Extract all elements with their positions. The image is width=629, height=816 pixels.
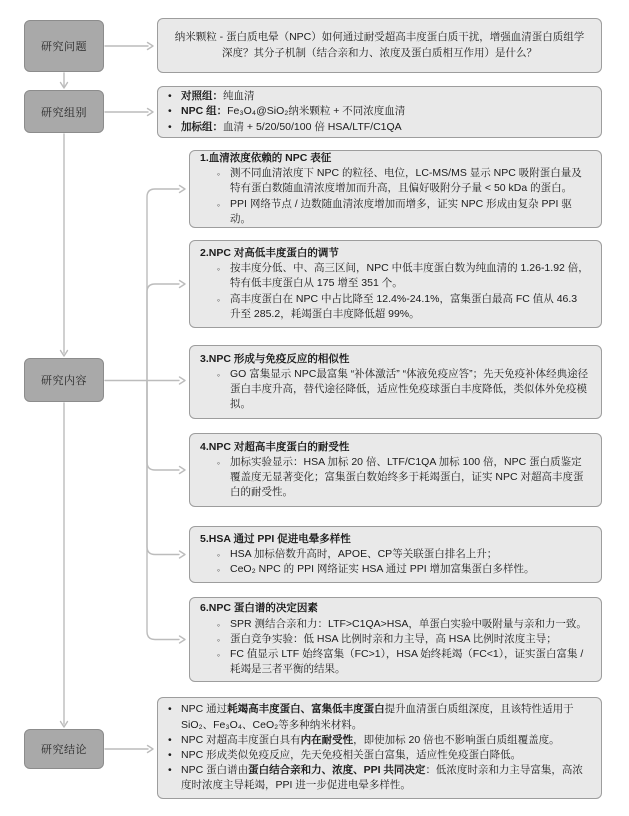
- node-research-groups: [24, 90, 104, 133]
- bullet-text: 蛋白竞争实验：低 HSA 比例时亲和力主导，高 HSA 比例时浓度主导；: [230, 632, 557, 645]
- bullet-item: [217, 261, 589, 291]
- bullet-text: PPI 网络节点 / 边数随血清浓度增加而增多，证实 NPC 形成由复杂 PPI 驱动。: [230, 197, 572, 225]
- box-content-2: [189, 240, 602, 328]
- bullet-text: GO 富集显示 NPC最富集 “补体激活” “体液免疫应答”；先天免疫补体经典途径蛋白丰度升高，替代途径降低，适应性免疫球蛋白丰度降低，类似体外免疫模拟。: [230, 367, 589, 411]
- branch-content-2: [147, 284, 179, 381]
- node-label: 研究问题: [41, 41, 87, 53]
- disc-bullet-icon: •: [168, 703, 172, 716]
- circle-bullet-icon: ◦: [217, 565, 221, 576]
- bullet-item: [217, 455, 589, 501]
- node-label: 研究内容: [41, 375, 87, 387]
- box-research-conclusion: [157, 697, 602, 799]
- circle-bullet-icon: ◦: [217, 619, 221, 630]
- branch-content-4: [147, 381, 179, 471]
- circle-bullet-icon: ◦: [217, 634, 221, 645]
- box-content-6: [189, 597, 602, 682]
- bullet-item: [168, 733, 589, 748]
- disc-bullet-icon: •: [168, 764, 172, 777]
- bullet-text: 纳米颗粒 - 蛋白质电晕（NPC）如何通过耐受超高丰度蛋白质干扰，增强血清蛋白质组学深度？其分子机制（结合亲和力、浓度及蛋白质相互作用）是什么？: [174, 31, 585, 59]
- box-research-question: [157, 18, 602, 73]
- circle-bullet-icon: ◦: [217, 294, 221, 305]
- bullet-item: [217, 547, 589, 562]
- bullet-item: [168, 748, 589, 763]
- node-research-conclusion: [24, 729, 104, 769]
- branch-content-6: [147, 381, 179, 640]
- node-research-question: [24, 20, 104, 72]
- circle-bullet-icon: ◦: [217, 264, 221, 275]
- bullet-text: NPC 对超高丰度蛋白具有内在耐受性，即使加标 20 倍也不影响蛋白质组覆盖度。: [181, 733, 560, 746]
- bullet-text: 加标组：血清 + 5/20/50/100 倍 HSA/LTF/C1QA: [181, 120, 402, 133]
- branch-content-5: [147, 381, 179, 555]
- bullet-text: NPC 形成类似免疫反应，先天免疫相关蛋白富集，适应性免疫蛋白降低。: [181, 749, 522, 761]
- bullet-text: NPC 通过耗竭高丰度蛋白、富集低丰度蛋白提升血清蛋白质组深度，且该特性适用于 SiO₂、Fe₃O₄、CeO₂等多种纳米材料。: [181, 703, 574, 731]
- box-research-groups: [157, 86, 602, 138]
- bullet-item: [168, 120, 589, 135]
- box-title: 2.NPC 对高低丰度蛋白的调节: [200, 246, 339, 259]
- bullet-text: CeO₂ NPC 的 PPI 网络证实 HSA 通过 PPI 增加富集蛋白多样性。: [230, 563, 535, 576]
- circle-bullet-icon: ◦: [217, 650, 221, 661]
- bullet-item: [174, 30, 585, 60]
- bullet-text: NPC 蛋白谱由蛋白结合亲和力、浓度、PPI 共同决定：低浓度时亲和力主导富集，高浓度时浓度主导耗竭，PPI 进一步促进电晕多样性。: [181, 764, 583, 792]
- box-title: 6.NPC 蛋白谱的决定因素: [200, 602, 318, 615]
- bullet-item: [217, 166, 589, 196]
- bullet-item: [168, 104, 589, 119]
- box-title: 1.血清浓度依赖的 NPC 表征: [200, 151, 332, 164]
- bullet-item: [217, 367, 589, 413]
- branch-content-1: [147, 189, 179, 381]
- box-content-4: [189, 433, 602, 507]
- bullet-text: NPC 组：Fe₃O₄@SiO₂纳米颗粒 + 不同浓度血清: [181, 105, 406, 118]
- bullet-item: [168, 702, 589, 732]
- disc-bullet-icon: •: [168, 90, 172, 103]
- disc-bullet-icon: •: [168, 120, 172, 133]
- bullet-text: HSA 加标倍数升高时，APOE、CP等关联蛋白排名上升；: [230, 547, 498, 560]
- node-label: 研究结论: [41, 744, 87, 756]
- bullet-text: 按丰度分低、中、高三区间，NPC 中低丰度蛋白数为纯血清的 1.26-1.92 倍，特有低丰度蛋白从 175 增至 351 个。: [230, 262, 589, 290]
- bullet-item: [217, 632, 589, 647]
- circle-bullet-icon: ◦: [217, 369, 221, 380]
- bullet-item: [217, 197, 589, 227]
- bullet-item: [217, 292, 589, 322]
- bullet-text: FC 值显示 LTF 始终富集（FC>1），HSA 始终耗竭（FC<1），证实蛋白富集 / 耗竭是三者平衡的结果。: [230, 648, 584, 676]
- box-content-5: [189, 526, 602, 583]
- box-title: 5.HSA 通过 PPI 促进电晕多样性: [200, 532, 351, 545]
- bullet-item: [217, 562, 589, 577]
- circle-bullet-icon: ◦: [217, 199, 221, 210]
- box-content-1: [189, 150, 602, 228]
- bullet-item: [168, 763, 589, 793]
- disc-bullet-icon: •: [168, 105, 172, 118]
- bullet-text: 对照组：纯血清: [181, 90, 255, 103]
- node-research-content: [24, 358, 104, 402]
- bullet-item: [217, 617, 589, 632]
- bullet-text: 测不同血清浓度下 NPC 的粒径、电位，LC-MS/MS 显示 NPC 吸附蛋白量及特有蛋白数随血清浓度增加而升高，且偏好吸附分子量 < 50 kDa 的蛋白。: [230, 167, 582, 195]
- circle-bullet-icon: ◦: [217, 169, 221, 180]
- circle-bullet-icon: ◦: [217, 457, 221, 468]
- disc-bullet-icon: •: [168, 733, 172, 746]
- bullet-text: 高丰度蛋白在 NPC 中占比降至 12.4%-24.1%，富集蛋白最高 FC 值从 46.3 升至 285.2，耗竭蛋白丰度降低超 99%。: [230, 292, 578, 320]
- circle-bullet-icon: ◦: [217, 549, 221, 560]
- box-content-3: [189, 345, 602, 419]
- disc-bullet-icon: •: [168, 749, 172, 761]
- bullet-item: [217, 647, 589, 677]
- bullet-text: 加标实验显示：HSA 加标 20 倍、LTF/C1QA 加标 100 倍，NPC 蛋白质鉴定覆盖度无显著变化；富集蛋白数始终多于耗竭蛋白，证实 NPC 对超高丰度蛋白的耐受性。: [230, 455, 584, 499]
- box-title: 4.NPC 对超高丰度蛋白的耐受性: [200, 440, 350, 453]
- node-label: 研究组别: [41, 106, 87, 119]
- bullet-text: SPR 测结合亲和力：LTF>C1QA>HSA，单蛋白实验中吸附量与亲和力一致。: [230, 617, 587, 630]
- bullet-item: [168, 89, 589, 104]
- box-title: 3.NPC 形成与免疫反应的相似性: [200, 352, 350, 365]
